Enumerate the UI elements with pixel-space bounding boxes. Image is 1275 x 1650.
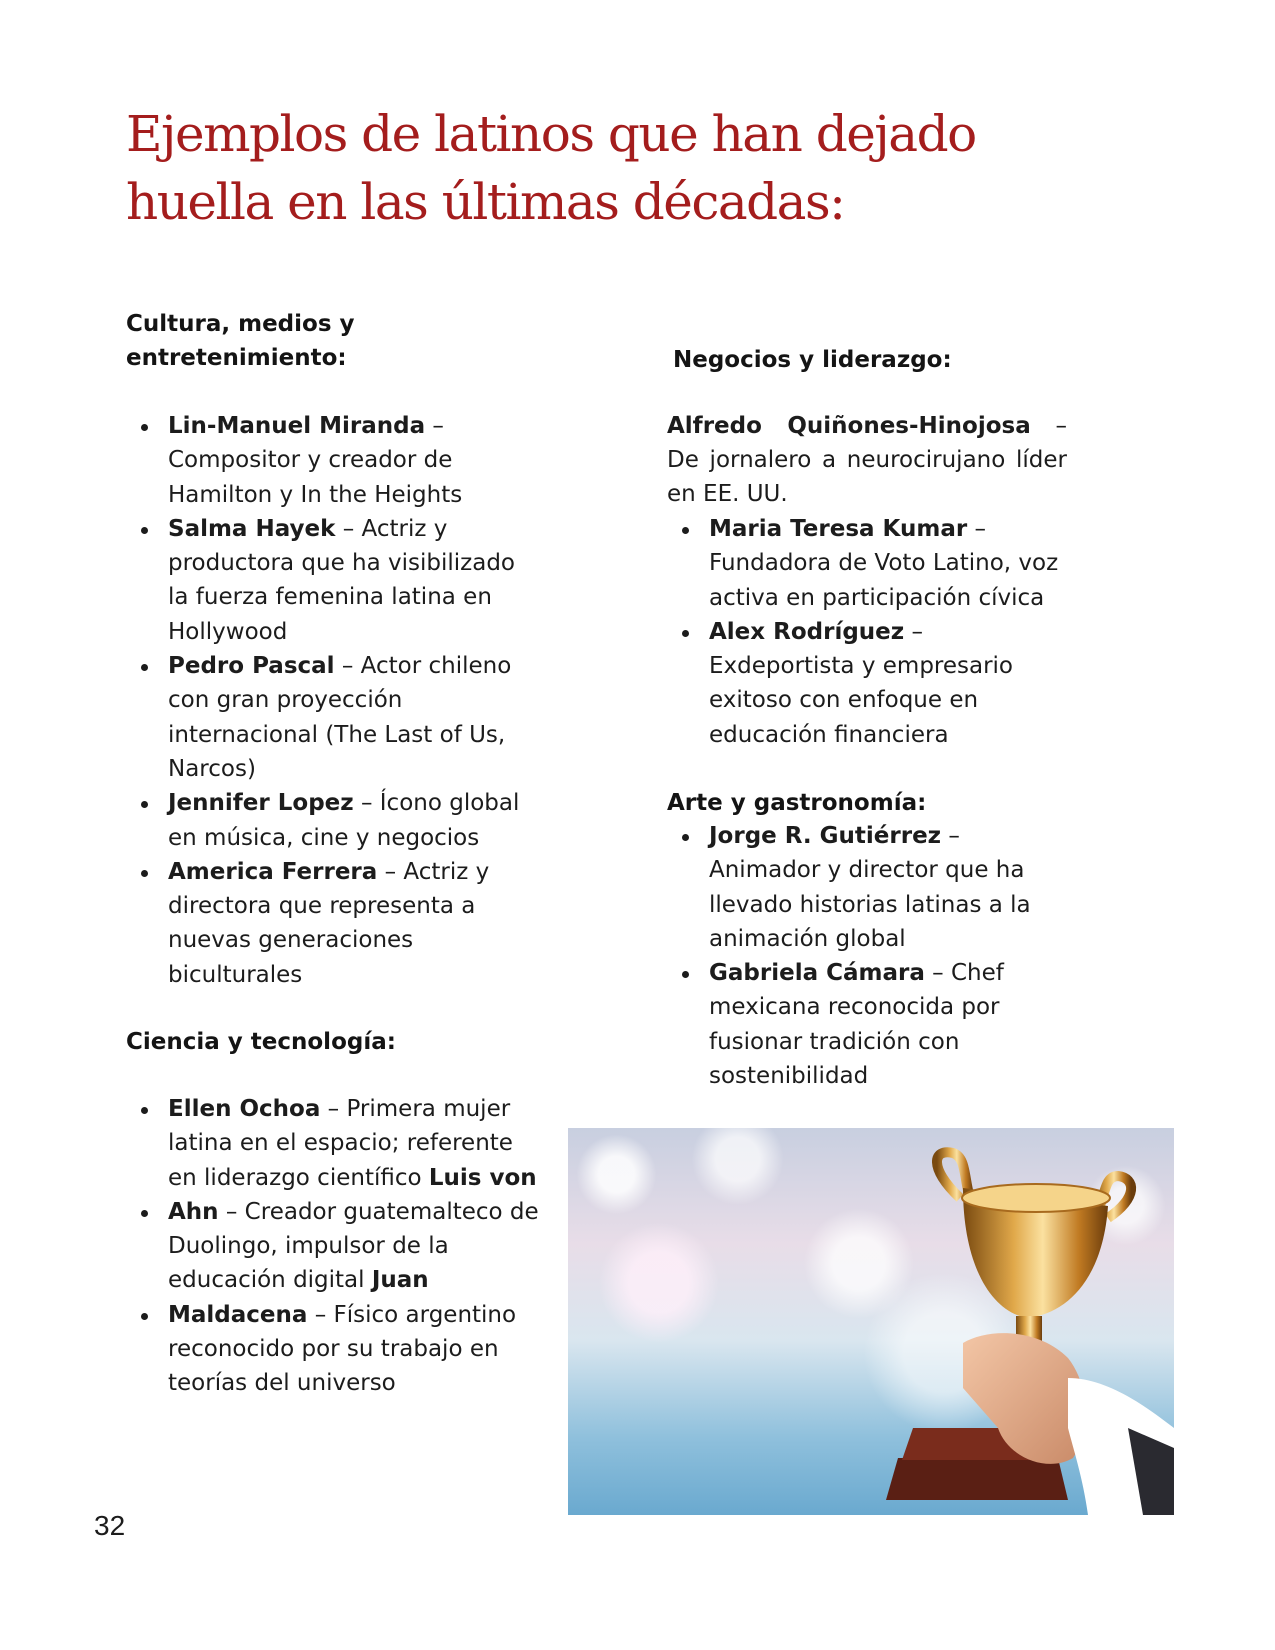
page-title-line-2: huella en las últimas décadas: <box>126 173 845 231</box>
list-item <box>168 1092 544 1195</box>
list-item <box>168 409 520 512</box>
person-description: – Actor chileno con gran proyección internacional (The Last of Us, Narcos) <box>168 653 512 782</box>
person-description: – Fundadora de Voto Latino, voz activa en participación cívica <box>709 516 1059 611</box>
culture-heading-line-1: Cultura, medios y <box>126 311 355 337</box>
art-list <box>667 819 1073 1093</box>
list-item <box>168 649 520 786</box>
person-name: America Ferrera <box>168 858 378 885</box>
page-title-line-1: Ejemplos de latinos que han dejado <box>126 105 976 163</box>
person-name: Maldacena <box>168 1301 308 1328</box>
person-description: – Físico argentino reconocido por su trabajo en teorías del universo <box>168 1301 517 1397</box>
business-heading: Negocios y liderazgo: <box>673 347 952 373</box>
trophy-photo <box>568 1128 1174 1515</box>
person-name: Ahn <box>168 1198 219 1225</box>
person-description: – Exdeportista y empresario exitoso con enfoque en educación financiera <box>709 618 1014 748</box>
page-number: 32 <box>94 1510 126 1541</box>
person-description: – Animador y director que ha llevado historias latinas a la animación global <box>709 823 1031 952</box>
person-name: Gabriela Cámara <box>709 960 925 987</box>
person-name: Maria Teresa Kumar <box>709 516 968 542</box>
person-description: – Chef mexicana reconocida por fusionar tradición con sostenibilidad <box>709 960 1004 1090</box>
person-description: – De jornalero a neurocirujano líder en EE. UU. <box>667 413 1067 507</box>
person-description: – Creador guatemalteco de Duolingo, impulsor de la educación digital <box>168 1198 539 1294</box>
person-name: Ellen Ochoa <box>168 1096 321 1122</box>
list-item <box>168 512 520 649</box>
culture-heading <box>126 307 546 375</box>
culture-heading-line-2: entretenimiento: <box>126 345 347 371</box>
trophy-base <box>886 1458 1068 1500</box>
person-name-trail: Juan <box>371 1267 429 1294</box>
person-description: – Compositor y creador de Hamilton y In the Heights <box>168 413 463 508</box>
list-item <box>168 1298 544 1401</box>
person-description: – Ícono global en música, cine y negocios <box>168 790 520 851</box>
person-name: Jorge R. Gutiérrez <box>709 823 942 849</box>
person-name: Pedro Pascal <box>168 653 335 680</box>
person-description: – Actriz y productora que ha visibilizado la fuerza femenina latina en Hollywood <box>168 515 515 645</box>
business-intro <box>667 409 1067 511</box>
list-item <box>709 512 1073 615</box>
person-name-trail: Luis von <box>428 1164 537 1191</box>
list-item <box>709 819 1073 956</box>
person-name: Lin-Manuel Miranda <box>168 413 426 439</box>
person-name: Alfredo Quiñones-Hinojosa <box>667 413 1031 439</box>
list-item <box>709 615 1073 752</box>
person-name: Salma Hayek <box>168 515 336 542</box>
trophy-illustration <box>568 1128 1174 1515</box>
science-list <box>126 1092 544 1401</box>
list-item <box>168 855 520 992</box>
science-heading: Ciencia y tecnología: <box>126 1029 396 1055</box>
page-title <box>126 100 1126 236</box>
person-name: Jennifer Lopez <box>168 790 354 817</box>
person-description: – Primera mujer latina en el espacio; referente en liderazgo científico <box>168 1096 513 1191</box>
business-list <box>667 512 1073 752</box>
list-item <box>709 956 1073 1093</box>
trophy-rim <box>962 1184 1110 1212</box>
list-item <box>168 786 520 855</box>
list-item <box>168 1195 544 1298</box>
person-name: Alex Rodríguez <box>709 618 905 645</box>
art-heading: Arte y gastronomía: <box>667 790 927 816</box>
person-description: – Actriz y directora que representa a nuevas generaciones biculturales <box>168 858 490 988</box>
culture-list <box>126 409 520 992</box>
